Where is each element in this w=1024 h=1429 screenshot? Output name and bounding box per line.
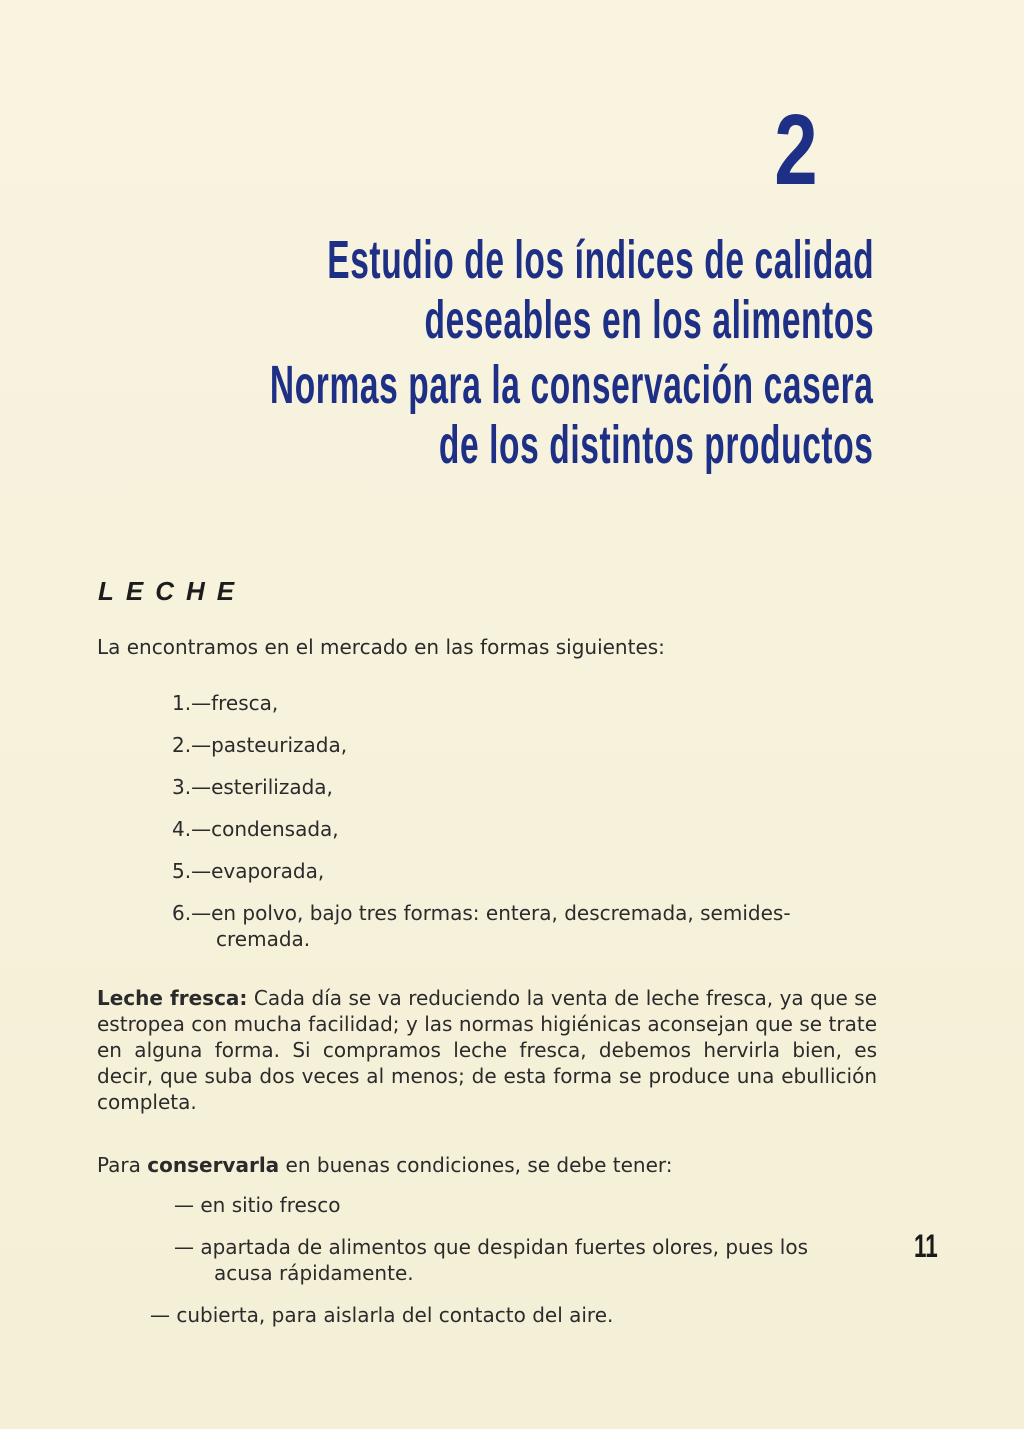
list-item: 4.—condensada, (172, 817, 339, 841)
condition-item: — cubierta, para aislarla del contacto del aire. (150, 1303, 614, 1327)
fresh-milk-text: Cada día se va reduciendo la venta de leche fresca, ya que se estropea con mucha facilidad; y las normas higiénicas aconsejan que se trate en alguna forma. Si compramos leche fresca, debemos hervirla bien, es decir, que suba dos veces al menos; de esta forma se produce una ebullición completa. (97, 986, 878, 1114)
conserve-prefix: Para (97, 1153, 148, 1177)
intro-text: La encontramos en el mercado en las formas siguientes: (97, 635, 665, 659)
condition-item: — en sitio fresco (174, 1193, 341, 1217)
chapter-subtitle-line: Normas para la conservación casera (270, 355, 874, 415)
list-item-continuation: cremada. (216, 927, 311, 951)
conserve-sentence (97, 1152, 877, 1178)
condition-line: — apartada de alimentos que despidan fuertes olores, pues los (174, 1235, 809, 1259)
list-item (172, 900, 877, 952)
forms-list (172, 690, 877, 968)
chapter-title (327, 230, 874, 350)
chapter-number: 2 (774, 94, 818, 206)
chapter-subtitle-line: de los distintos productos (439, 415, 874, 475)
chapter-title-line: deseables en los alimentos (424, 290, 874, 350)
chapter-title-line: Estudio de los índices de calidad (327, 230, 874, 290)
list-item: 2.—pasteurizada, (172, 733, 348, 757)
condition-continuation: acusa rápidamente. (214, 1261, 414, 1285)
section-heading: LECHE (98, 576, 247, 606)
condition-item (174, 1234, 877, 1286)
conserve-bold: conservarla (147, 1153, 280, 1177)
list-item: 1.—fresca, (172, 691, 279, 715)
list-item: 5.—evaporada, (172, 859, 325, 883)
page-number: 11 (914, 1228, 938, 1264)
conditions-list (150, 1192, 877, 1344)
list-item: 3.—esterilizada, (172, 775, 333, 799)
list-item-line: 6.—en polvo, bajo tres formas: entera, descremada, semides- (172, 901, 791, 925)
chapter-subtitle (270, 355, 874, 475)
conserve-suffix: en buenas condiciones, se debe tener: (279, 1153, 673, 1177)
fresh-milk-paragraph (97, 985, 877, 1115)
fresh-milk-label: Leche fresca: (97, 986, 248, 1010)
